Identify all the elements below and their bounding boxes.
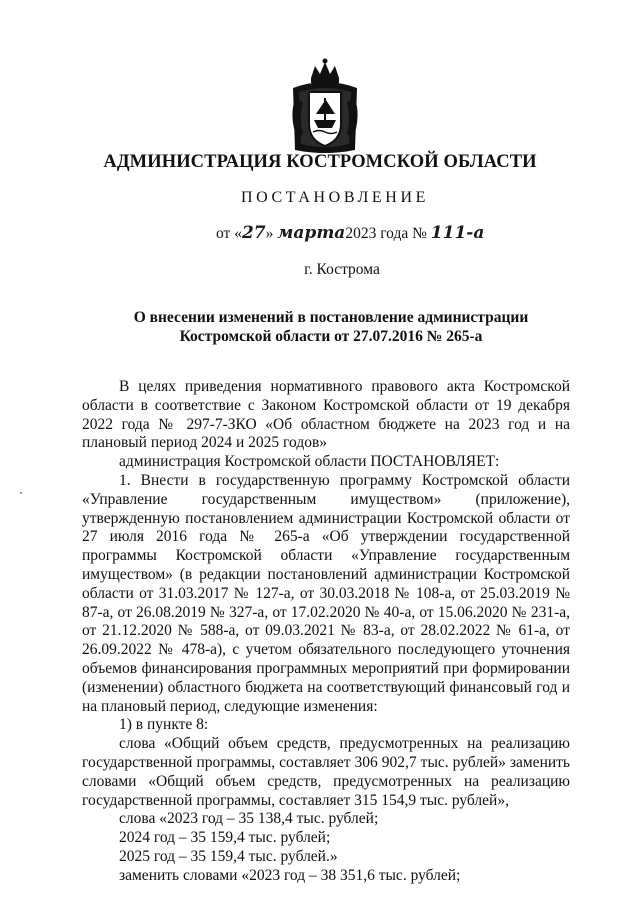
paragraph-subitem-1: 1) в пункте 8:: [119, 716, 209, 734]
date-prefix: от «: [216, 225, 242, 242]
organization-title: АДМИНИСТРАЦИЯ КОСТРОМСКОЙ ОБЛАСТИ: [103, 152, 537, 172]
coat-of-arms-icon: [289, 58, 361, 154]
margin-dot: [20, 492, 22, 494]
paragraph-replace-2023: заменить словами «2023 год – 38 351,6 тыс. рублей;: [119, 866, 461, 884]
document-number: 111-а: [430, 223, 485, 243]
document-subject: [116, 308, 546, 346]
paragraph-words-2023: слова «2023 год – 35 138,4 тыс. рублей;: [119, 810, 379, 828]
subject-line-1: О внесении изменений в постановление администрации: [133, 309, 529, 326]
paragraph-2024: 2024 год – 35 159,4 тыс. рублей;: [119, 829, 331, 847]
paragraph-preamble: В целях приведения нормативного правового акта Костромской области в соответствие с Законом Костромской области от 19 декабря 2022 года № 297-7-ЗКО «Об областном бюджете на 2023 год и на плановый период 2024 и 2025 годов»: [82, 378, 570, 452]
date-line: [216, 223, 484, 243]
paragraph-resolves: администрация Костромской области ПОСТАНОВЛЯЕТ:: [119, 453, 500, 471]
document-body: [82, 378, 570, 886]
date-mid: »: [265, 225, 278, 242]
paragraph-2025: 2025 год – 35 159,4 тыс. рублей.»: [119, 847, 338, 865]
issue-place: г. Кострома: [304, 261, 380, 278]
paragraph-item-1: 1. Внести в государственную программу Костромской области «Управление государственным имуществом» (приложение), утвержденную постановлением администрации Костромской области от 27 июля 2016 года № 265-а «Об утверждении государственной программы Костромской области «Управление государственным имуществом» (в редакции постановлений администрации Костромской области от 31.03.2017 № 127-а, от 30.03.2018 № 108-а, от 25.03.2019 № 87-а, от 26.08.2019 № 327-а, от 17.02.2020 № 40-а, от 15.06.2020 № 231-а, от 21.12.2020 № 588-а, от 09.03.2021 № 83-а, от 28.02.2022 № 61-а, от 26.09.2022 № 478-а), с учетом обязательного последующего уточнения объемов финансирования программных мероприятий при формировании (изменении) областного бюджета на соответствующий финансовый год и на плановый период, следующие изменения:: [82, 471, 570, 715]
paragraph-replace-total: слова «Общий объем средств, предусмотренных на реализацию государственной программы, составляет 306 902,7 тыс. рублей» заменить словами «Общий объем средств, предусмотренных на реализацию государственной программы, составляет 315 154,9 тыс. рублей»,: [82, 735, 570, 809]
date-day: 27: [241, 223, 266, 243]
document-type: ПОСТАНОВЛЕНИЕ: [241, 189, 429, 206]
date-year: 2023 года №: [345, 225, 427, 242]
subject-line-2: Костромской области от 27.07.2016 № 265-а: [179, 328, 483, 345]
date-month: марта: [277, 223, 346, 243]
